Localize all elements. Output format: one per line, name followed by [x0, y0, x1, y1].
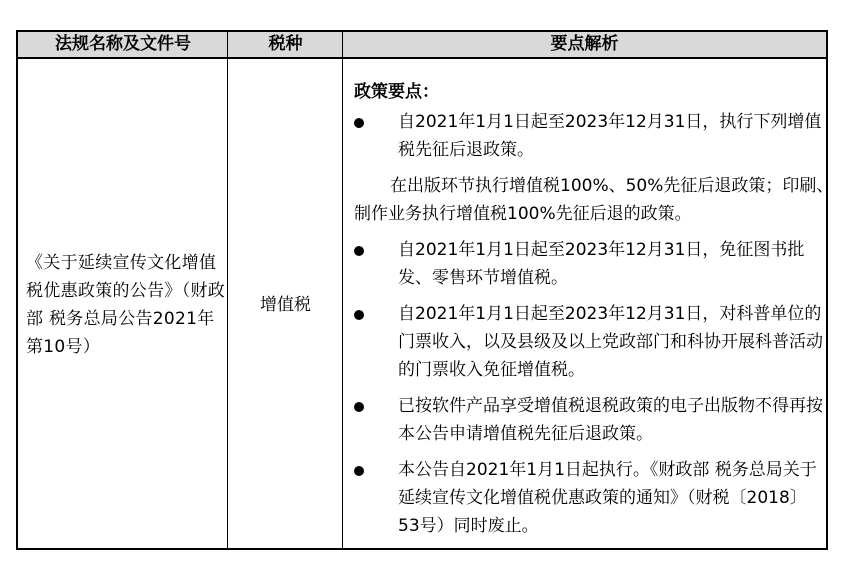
bullet-icon [354, 466, 364, 476]
list-item [354, 456, 824, 540]
policy-title: 政策要点： [354, 82, 439, 102]
bullet-text: 自2021年1月1日起至2023年12月31日，免征图书批发、零售环节增值税。 [398, 240, 805, 288]
list-item [354, 108, 824, 164]
bullet-icon [354, 402, 364, 412]
list-item [354, 392, 824, 448]
bullet-text: 自2021年1月1日起至2023年12月31日，对科普单位的门票收入，以及县级及以上党政部门和科协开展科普活动的门票收入免征增值税。 [398, 304, 823, 380]
tax-type-cell: 增值税 [260, 295, 311, 315]
bullet-icon [354, 118, 364, 128]
bullet-text: 自2021年1月1日起至2023年12月31日，执行下列增值税先征后退政策。 [398, 112, 822, 160]
bullet-text: 本公告自2021年1月1日起执行。《财政部 税务总局关于延续宣传文化增值税优惠政策的通知》（财税〔2018〕53号）同时废止。 [398, 460, 817, 536]
bullet-text: 已按软件产品享受增值税退税政策的电子出版物不得再按本公告申请增值税先征后退政策。 [398, 396, 823, 444]
header-key-points: 要点解析 [550, 34, 619, 54]
policy-table [16, 30, 834, 550]
bullet-icon [354, 310, 364, 320]
list-item [354, 236, 824, 292]
policy-paragraph: 在出版环节执行增值税100%、50%先征后退政策；印刷、制作业务执行增值税100%先征后退的政策。 [354, 176, 834, 224]
law-name-cell: 《关于延续宣传文化增值税优惠政策的公告》（财政部 税务总局公告2021年第10号） [26, 253, 226, 357]
table-header [18, 32, 826, 59]
header-law-name: 法规名称及文件号 [55, 34, 191, 54]
bullet-icon [354, 246, 364, 256]
list-item [354, 300, 824, 384]
key-points-cell [354, 78, 834, 548]
header-tax-type: 税种 [268, 34, 303, 54]
